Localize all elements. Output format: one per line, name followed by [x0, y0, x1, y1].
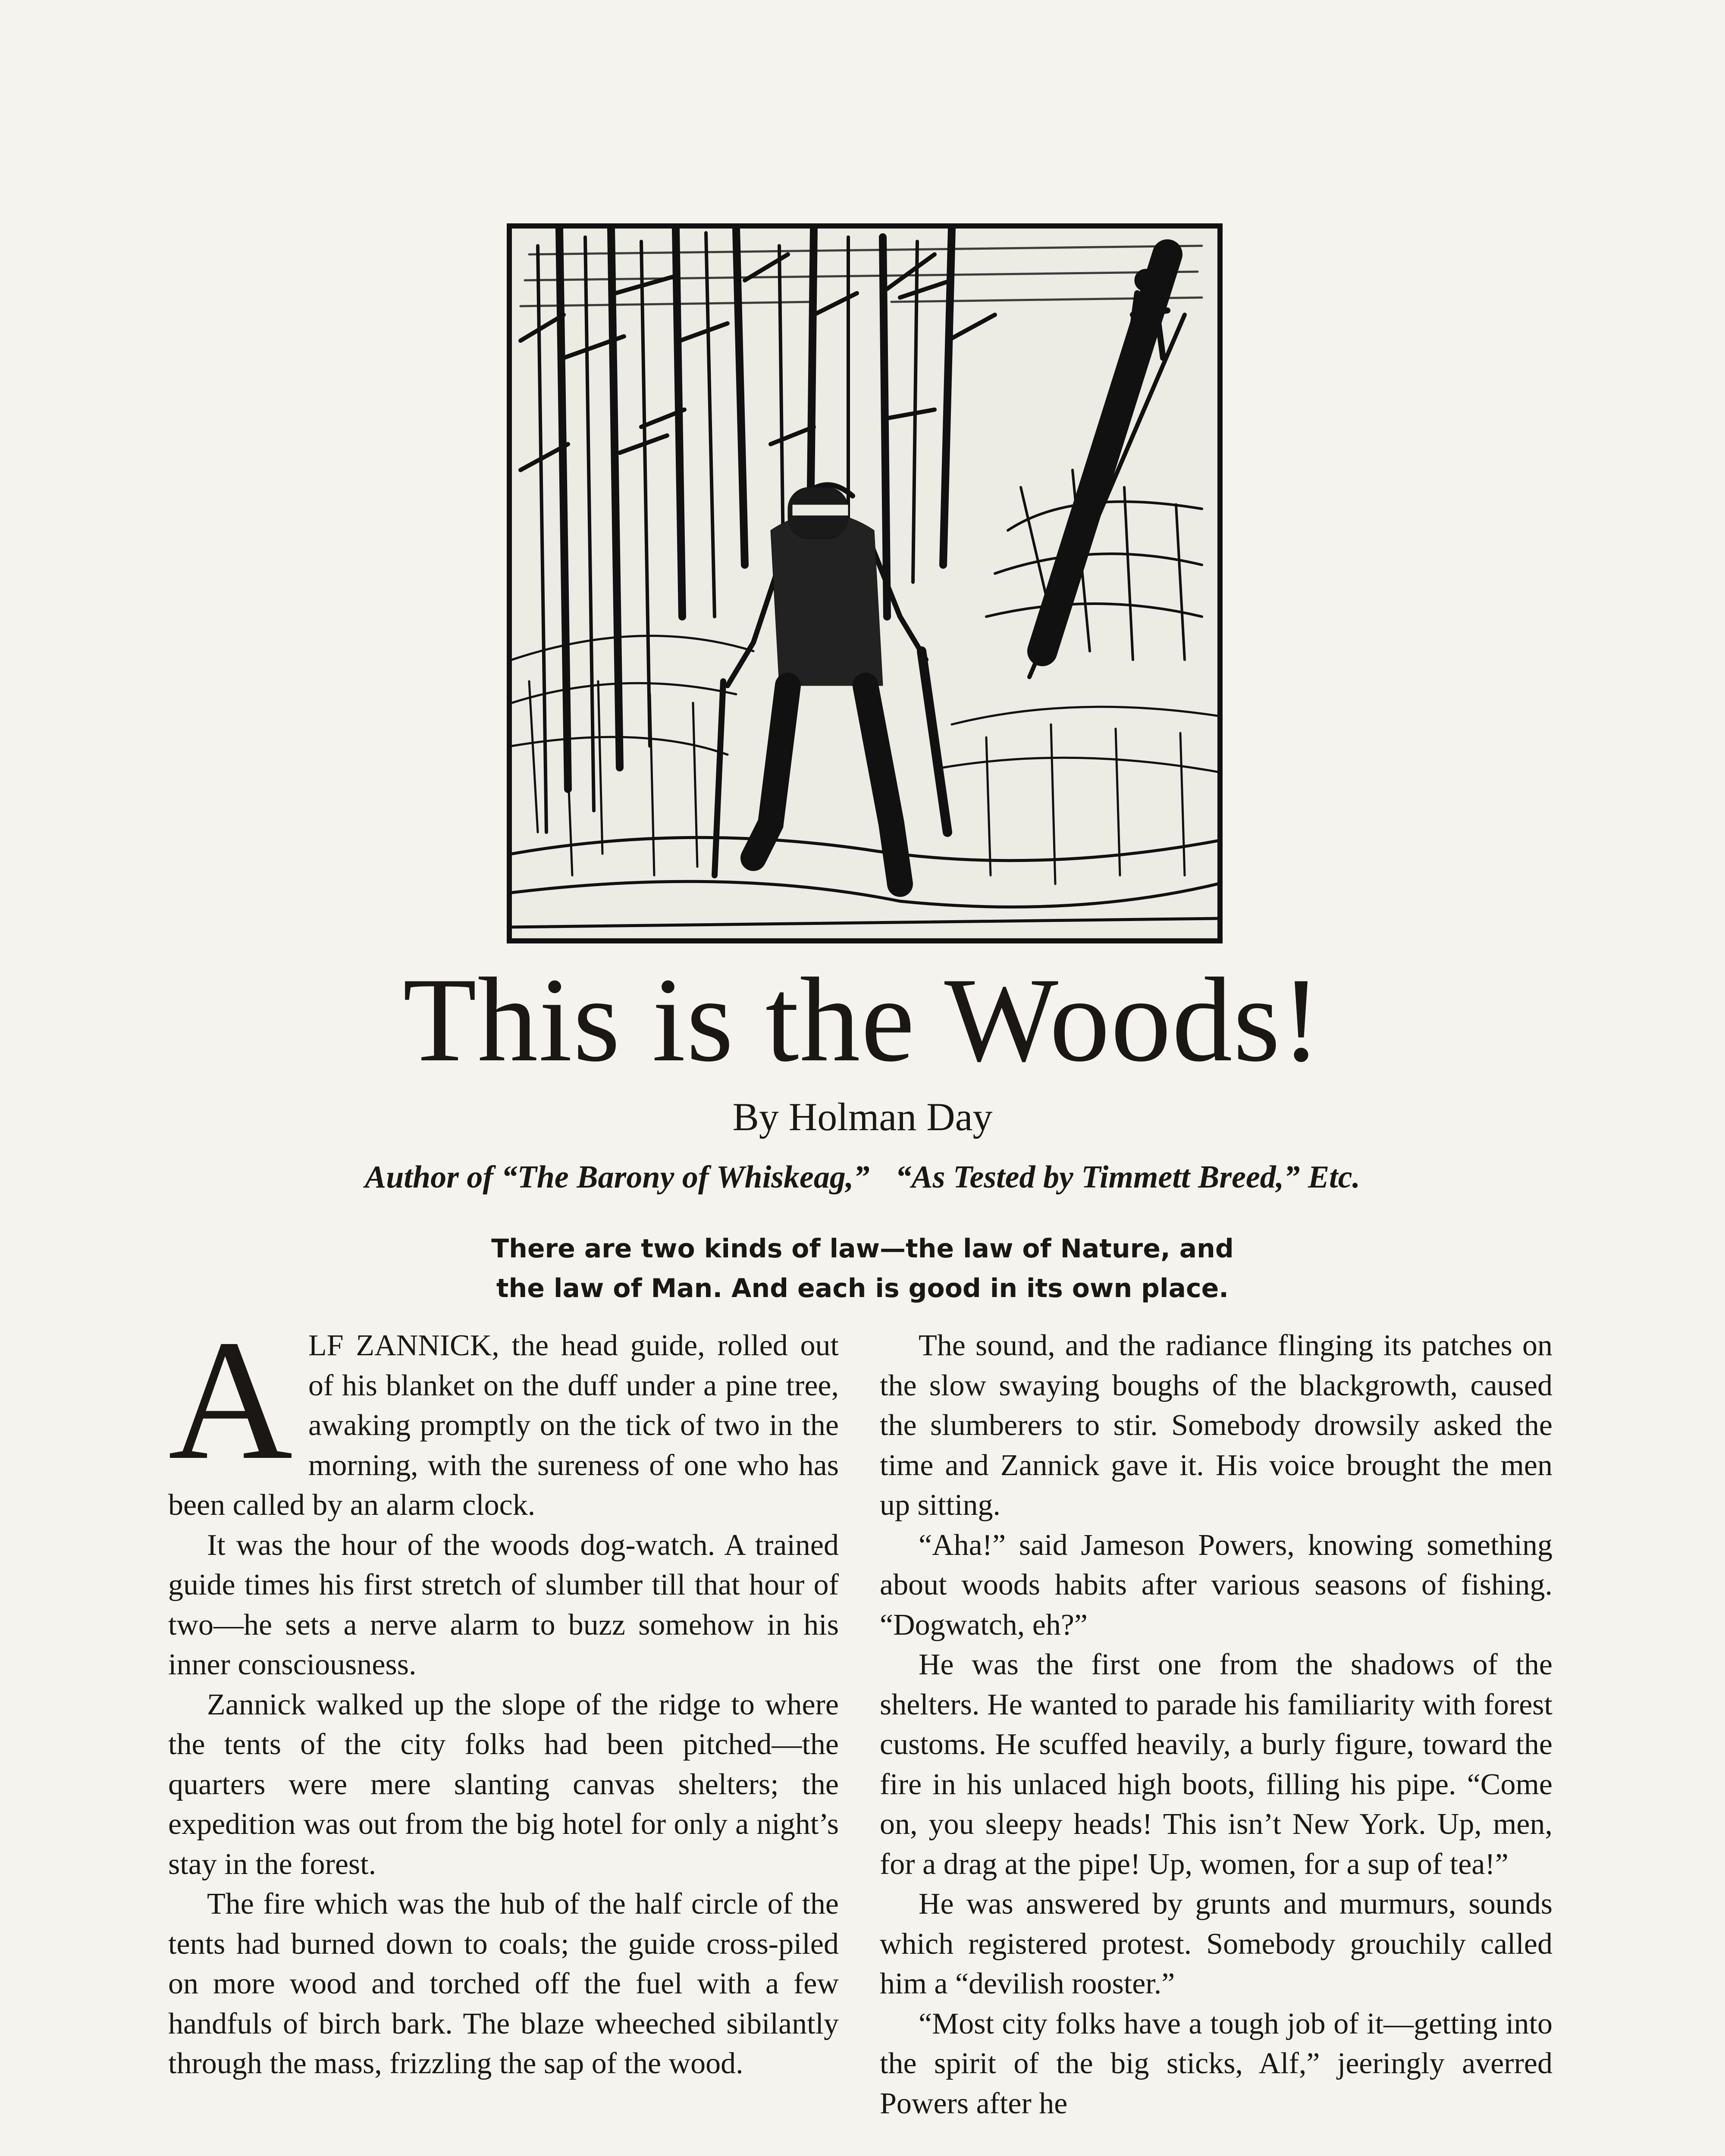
paragraph: “Aha!” said Jameson Powers, knowing something about woods habits after various seasons of fishing. “Dogwatch, eh?”: [880, 1528, 1552, 1642]
paragraph: [168, 1304, 839, 1526]
epigraph-line-1: There are two kinds of law—the law of Nature, and: [491, 1234, 1234, 1264]
byline: By Holman Day: [732, 1095, 993, 1139]
paragraph: It was the hour of the woods dog-watch. A trained guide times his first stretch of slumber till that hour of two—he sets a nerve alarm to buzz somehow in his inner consciousness.: [168, 1528, 839, 1681]
paragraph: Zannick walked up the slope of the ridge to where the tents of the city folks had been pitched—the quarters were mere slanting canvas shelters; the expedition was out from the big hotel for only a night’s stay in the forest.: [168, 1688, 839, 1881]
drop-cap: A: [168, 1304, 293, 1495]
epigraph: [367, 1229, 1358, 1308]
epigraph-line-2: the law of Man. And each is good in its own place.: [496, 1273, 1229, 1304]
article-title: This is the Woods!: [403, 953, 1322, 1087]
paragraph: The sound, and the radiance flinging its patches on the slow swaying boughs of the blackgrowth, caused the slumberers to stir. Somebody drowsily asked the time and Zannick gave it. His voice brought the men up sitting.: [880, 1329, 1552, 1522]
paragraph: He was the first one from the shadows of the shelters. He wanted to parade his familiarity with forest customs. He scuffed heavily, a burly figure, toward the fire in his unlaced high boots, filling his pipe. “Come on, you sleepy heads! This isn’t New York. Up, men, for a drag at the pipe! Up, women, for a sup of tea!”: [880, 1648, 1552, 1881]
paragraph: “Most city folks have a tough job of it—getting into the spirit of the big sticks, Alf,” jeeringly averred Powers after he: [880, 2007, 1552, 2120]
paragraph: He was answered by grunts and murmurs, sounds which registered protest. Somebody grouchily called him a “devilish rooster.”: [880, 1887, 1552, 2000]
author-credits: [0, 1156, 1725, 1199]
woodsman-illustration-icon: [512, 229, 1217, 938]
credits-suffix: Etc.: [1308, 1159, 1361, 1195]
left-column: [168, 1304, 839, 2084]
paragraph-text: LF ZANNICK, the head guide, rolled out of his blanket on the duff under a pine tree, awaking promptly on the tick of two in the morning, with the sureness of one who has been called by an alarm clock.: [168, 1329, 839, 1522]
paragraph: The fire which was the hub of the half circle of the tents had burned down to coals; the guide cross-piled on more wood and torched off the fuel with a few handfuls of birch bark. The blaze wheeched sibilantly through the mass, frizzling the sap of the wood.: [168, 1887, 839, 2080]
woodsman-illustration: [507, 223, 1223, 943]
credits-work-1: “The Barony of Whiskeag,”: [501, 1159, 870, 1195]
credits-prefix: Author of: [364, 1159, 494, 1195]
right-column: [880, 1326, 1552, 2124]
credits-work-2: “As Tested by Timmett Breed,”: [895, 1159, 1300, 1195]
